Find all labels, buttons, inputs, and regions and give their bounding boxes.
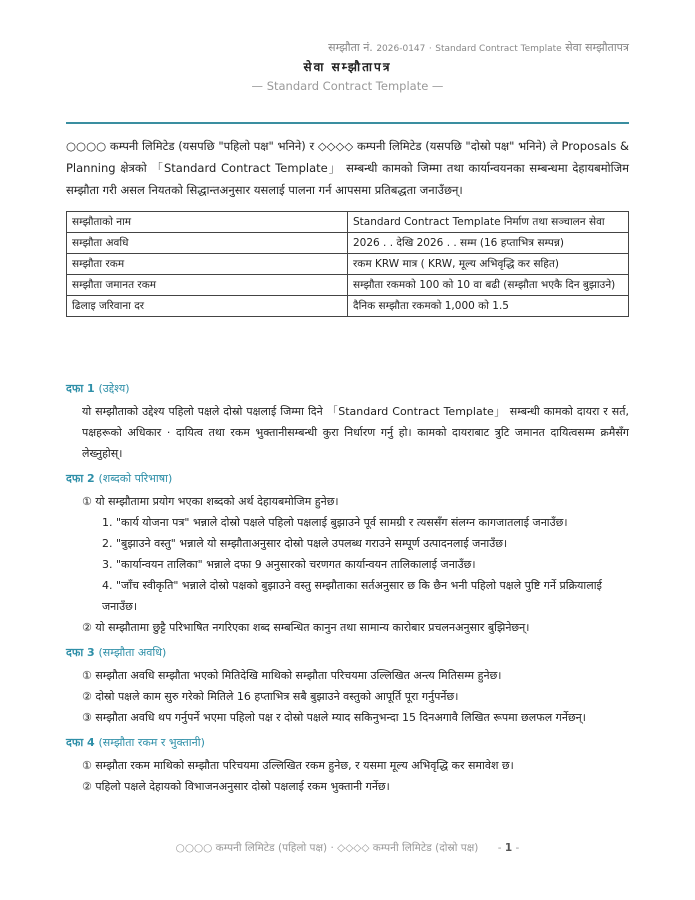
definition-item: 1. "कार्य योजना पत्र" भन्नाले दोस्रो पक्षले पहिलो पक्षलाई बुझाउने पूर्व सामग्री र त्यससँग संलग्न कागजातलाई जनाउँछ। — [102, 516, 568, 529]
clause: ② पहिलो पक्षले देहायको विभाजनअनुसार दोस्रो पक्षलाई रकम भुक्तानी गर्नेछ। — [82, 780, 390, 793]
clause: ① यो सम्झौतामा प्रयोग भएका शब्दको अर्थ देहायबमोजिम हुनेछ। — [82, 495, 339, 508]
definition-item: 2. "बुझाउने वस्तु" भन्नाले यो सम्झौताअनुसार दोस्रो पक्षले उपलब्ध गराउने सम्पूर्ण उत्पादनलाई जनाउँछ। — [102, 537, 508, 550]
page-number: 1 — [504, 842, 513, 854]
clause: ② यो सम्झौतामा छुट्टै परिभाषित नगरिएका शब्द सम्बन्धित कानुन तथा सामान्य कारोबार प्रचलनअनुसार बुझिनेछन्। — [82, 621, 530, 634]
article-heading — [66, 470, 629, 488]
article-title: (उद्देश्य) — [98, 382, 130, 395]
table-value: दैनिक सम्झौता रकमको 1,000 को 1.5 — [348, 296, 629, 317]
header-meta — [328, 40, 629, 55]
article-body: यो सम्झौताको उद्देश्य पहिलो पक्षले दोस्रो पक्षलाई जिम्मा दिने 「Standard Contract Template」 सम्बन्धी कामको दायरा र सर्त, पक्षहरूको अधिकार · दायित्व तथा रकम भुक्तानीसम्बन्धी कुरा निर्धारण गर्नु हो। कामको दायराबाट त्रुटि जमानत दायित्वसम्म क्रमैसँग लेख्नुहोस्। — [82, 405, 629, 460]
article-heading — [66, 734, 629, 752]
article-4 — [66, 734, 629, 797]
table-label: सम्झौता जमानत रकम — [67, 275, 348, 296]
table-label: ढिलाइ जरिवाना दर — [67, 296, 348, 317]
clause: ① सम्झौता अवधि सम्झौता भएको मितिदेखि माथिको सम्झौता परिचयमा उल्लिखित अन्त्य मितिसम्म हुनेछ। — [82, 669, 502, 682]
article-title: (सम्झौता रकम र भुक्तानी) — [98, 736, 205, 749]
contract-number-label: सम्झौता नं. — [328, 41, 373, 54]
template-name: Standard Contract Template — [435, 44, 562, 54]
contract-articles — [66, 380, 629, 803]
clause: ③ सम्झौता अवधि थप गर्नुपर्ने भएमा पहिलो पक्ष र दोस्रो पक्षले म्याद सकिनुभन्दा 15 दिनअगावै लिखित रूपमा छलफल गर्नेछन्। — [82, 711, 586, 724]
table-value: सम्झौता रकमको 100 को 10 वा बढी (सम्झौता भएकै दिन बुझाउने) — [348, 275, 629, 296]
header-separator: · — [428, 44, 432, 54]
document-type: सेवा सम्झौतापत्र — [565, 41, 629, 54]
article-number: दफा 3 — [66, 646, 95, 659]
table-label: सम्झौताको नाम — [67, 212, 348, 233]
table-value: रकम KRW मात्र ( KRW, मूल्य अभिवृद्धि कर सहित) — [348, 254, 629, 275]
clause: ② दोस्रो पक्षले काम सुरु गरेको मितिले 16 हप्ताभित्र सबै बुझाउने वस्तुको आपूर्ति पूरा गर्नुपर्नेछ। — [82, 690, 459, 703]
table-value: 2026 . . देखि 2026 . . सम्म (16 हप्ताभित्र सम्पन्न) — [348, 233, 629, 254]
contract-number: 2026-0147 — [376, 44, 426, 54]
footer-parties: ○○○○ कम्पनी लिमिटेड (पहिलो पक्ष) · ◇◇◇◇ कम्पनी लिमिटेड (दोस्रो पक्ष) — [175, 842, 479, 854]
table-row — [67, 296, 629, 317]
article-number: दफा 1 — [66, 382, 95, 395]
table-row — [67, 233, 629, 254]
table-row — [67, 212, 629, 233]
document-title: सेवा सम्झौतापत्र — [303, 60, 392, 74]
contract-summary-table — [66, 211, 629, 317]
definition-item: 3. "कार्यान्वयन तालिका" भन्नाले दफा 9 अनुसारको चरणगत कार्यान्वयन तालिकालाई जनाउँछ। — [102, 558, 476, 571]
intro-paragraph: ○○○○ कम्पनी लिमिटेड (यसपछि "पहिलो पक्ष" भनिने) र ◇◇◇◇ कम्पनी लिमिटेड (यसपछि "दोस्रो पक्ष" भनिने) ले Proposals & Planning क्षेत्रको 「Standard Contract Template」 सम्बन्धी कामको जिम्मा तथा कार्यान्वयनका सम्बन्धमा देहायबमोजिम सम्झौता गरी असल नियतको सिद्धान्तअनुसार यसलाई पालना गर्न आपसमा प्रतिबद्धता जनाउँछन्। — [66, 139, 629, 197]
page-suffix: - — [515, 842, 520, 854]
article-1 — [66, 380, 629, 464]
document-subtitle: — Standard Contract Template — — [251, 79, 444, 93]
table-row — [67, 275, 629, 296]
table-value: Standard Contract Template निर्माण तथा सञ्चालन सेवा — [348, 212, 629, 233]
article-title: (सम्झौता अवधि) — [98, 646, 167, 659]
article-title: (शब्दको परिभाषा) — [98, 472, 173, 485]
definition-item: 4. "जाँच स्वीकृति" भन्नाले दोस्रो पक्षको बुझाउने वस्तु सम्झौताका सर्तअनुसार छ कि छैन भनी पहिलो पक्षले पुष्टि गर्ने प्रक्रियालाई जनाउँछ। — [102, 579, 602, 613]
article-number: दफा 2 — [66, 472, 95, 485]
page-number-block — [498, 842, 520, 854]
article-number: दफा 4 — [66, 736, 95, 749]
header-rule — [66, 122, 629, 124]
page-prefix: - — [497, 842, 502, 854]
page-footer — [0, 841, 695, 855]
table-label: सम्झौता रकम — [67, 254, 348, 275]
article-3 — [66, 644, 629, 728]
table-label: सम्झौता अवधि — [67, 233, 348, 254]
article-heading — [66, 380, 629, 398]
table-row — [67, 254, 629, 275]
article-2 — [66, 470, 629, 638]
clause: ① सम्झौता रकम माथिको सम्झौता परिचयमा उल्लिखित रकम हुनेछ, र यसमा मूल्य अभिवृद्धि कर समावेश छ। — [82, 759, 514, 772]
article-heading — [66, 644, 629, 662]
